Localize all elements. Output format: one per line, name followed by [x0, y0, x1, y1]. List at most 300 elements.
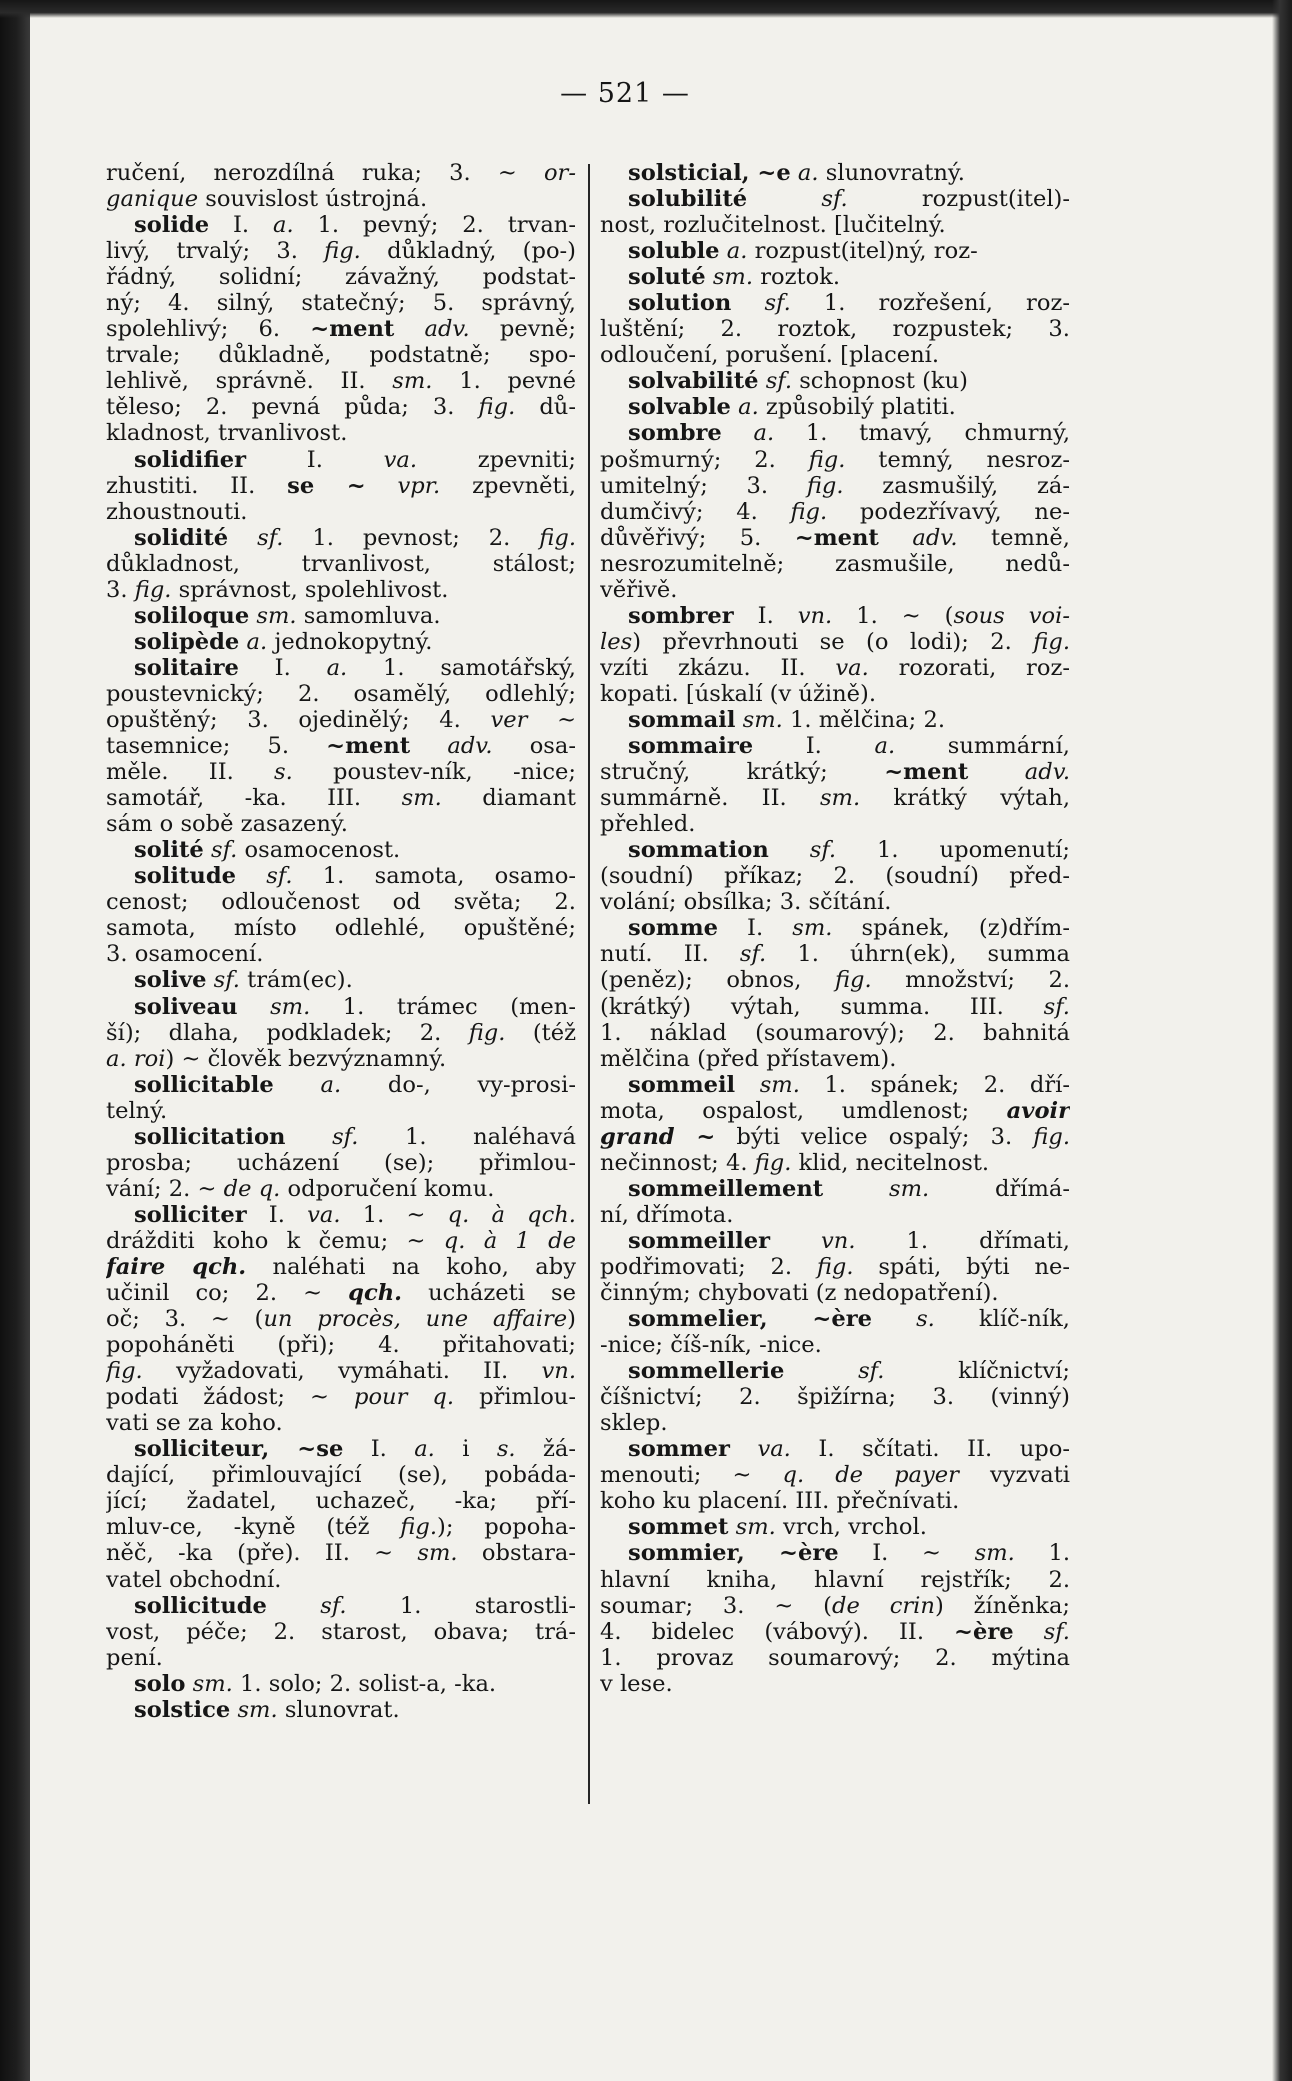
entry-text: prosba; ucházení (se); přimlou-	[106, 1149, 576, 1176]
entry-text: adv.	[912, 524, 958, 551]
entry-text: adv.	[447, 733, 493, 760]
entry-headline	[600, 733, 1070, 759]
entry-text: 1. provaz soumarový; 2. mýtina	[600, 1644, 1070, 1671]
entry-text: osamocenost.	[237, 837, 401, 864]
entry-headline	[106, 837, 576, 863]
entry-text: sám o sobě zasazený.	[106, 811, 348, 838]
entry-line	[106, 941, 576, 967]
entry-line	[106, 1410, 576, 1436]
headword: sollicitable	[134, 1071, 274, 1098]
headword: solidifier	[134, 446, 247, 473]
entry-text: sf.	[266, 863, 293, 890]
entry-text: sm.	[392, 368, 433, 395]
entry-text: pení.	[106, 1644, 163, 1671]
entry-text: sm.	[974, 1540, 1015, 1567]
entry-line	[600, 1020, 1070, 1046]
entry-line	[600, 1124, 1070, 1150]
entry-text: q. de payer	[782, 1462, 959, 1489]
entry-text: rozpust(itel)ný, roz-	[747, 238, 978, 265]
entry-line	[106, 1358, 576, 1384]
headword: soliveau	[134, 993, 238, 1020]
entry-headline	[600, 915, 1070, 941]
entry-text: sf.	[764, 290, 791, 317]
headword: ~ment	[326, 733, 411, 760]
entry-text	[747, 186, 821, 212]
entry-text: temný, nesroz-	[845, 446, 1070, 473]
entry-text	[791, 160, 798, 186]
entry-text: ver ~	[490, 706, 576, 733]
entry-headline	[106, 1436, 576, 1462]
entry-text: 1. starostli-	[346, 1592, 576, 1619]
entry-line	[106, 707, 576, 733]
entry-text: spolehlivý; 6.	[106, 316, 311, 343]
entry-text: vyžadovati, vymáhati. II.	[142, 1358, 542, 1385]
entry-text: slunovrat.	[277, 1696, 400, 1723]
entry-text: krátký výtah,	[860, 785, 1070, 812]
entry-text: číšnictví; 2. špižírna; 3. (vinný)	[600, 1384, 1070, 1411]
entry-text: vatel obchodní.	[106, 1566, 282, 1593]
entry-text: volání; obsílka; 3. sčítání.	[600, 889, 892, 916]
entry-text: soumar; 3. ~ (	[600, 1592, 832, 1619]
entry-text: i	[434, 1436, 497, 1463]
entry-text: roztok.	[753, 264, 841, 291]
entry-line	[600, 681, 1070, 707]
entry-headline	[106, 967, 576, 993]
entry-text: oč; 3. ~ (	[106, 1306, 264, 1333]
entry-text	[394, 316, 424, 342]
left-column	[106, 160, 576, 1723]
entry-text: )	[567, 1306, 576, 1333]
entry-text: 1. rozřešení, roz-	[790, 290, 1070, 317]
entry-line	[600, 1098, 1070, 1124]
entry-text	[730, 1436, 758, 1462]
entry-line	[600, 941, 1070, 967]
entry-text: trám(ec).	[240, 967, 353, 994]
entry-text: I.	[238, 654, 327, 681]
entry-text	[706, 264, 713, 290]
entry-text: vpr.	[397, 472, 441, 499]
entry-text: fig.	[834, 967, 872, 994]
headword: solvabilité	[628, 368, 759, 395]
entry-text: luštění; 2. roztok, rozpustek; 3.	[600, 316, 1070, 343]
entry-text: fig.	[1033, 1123, 1070, 1150]
entry-text: důvěřivý; 5.	[600, 524, 795, 551]
entry-line	[106, 1384, 576, 1410]
entry-text: sous voi-	[953, 602, 1070, 629]
entry-headline	[106, 525, 576, 551]
entry-text	[735, 1072, 760, 1098]
entry-text	[770, 1228, 821, 1254]
entry-text: q. à qch.	[447, 1201, 576, 1228]
entry-line	[106, 915, 576, 941]
entry-text	[285, 1124, 332, 1150]
entry-headline	[106, 1593, 576, 1619]
entry-text: trvale; důkladně, podstatně; spo-	[106, 342, 576, 369]
entry-line	[600, 212, 1070, 238]
entry-text: telný.	[106, 1097, 168, 1124]
entry-line	[106, 394, 576, 420]
entry-text	[769, 837, 810, 863]
entry-text: sf.	[1043, 1618, 1070, 1645]
entry-line	[106, 1514, 576, 1540]
entry-line	[106, 1098, 576, 1124]
entry-text: 1. pevný; 2. trvan-	[293, 212, 576, 239]
headword: solide	[134, 212, 210, 239]
entry-text: sf.	[213, 967, 240, 994]
entry-line	[106, 1150, 576, 1176]
entry-text: fig.	[806, 472, 844, 499]
entry-text: ) převrhnouti se (o lodi); 2.	[632, 628, 1034, 655]
entry-text: sm.	[819, 785, 861, 812]
headword: solidité	[134, 524, 229, 551]
entry-text: dů-	[515, 394, 576, 421]
entry-text: -nice; číš-ník, -nice.	[600, 1332, 822, 1359]
headword: solution	[628, 290, 732, 317]
entry-text: or-	[543, 160, 576, 186]
entry-text: 1. tmavý, chmurný,	[774, 420, 1070, 447]
entry-line	[600, 994, 1070, 1020]
entry-text	[185, 1671, 192, 1697]
entry-line	[106, 1254, 576, 1280]
entry-text: správnost, spolehlivost.	[171, 576, 449, 603]
entry-text: sf.	[1043, 993, 1070, 1020]
entry-line	[106, 551, 576, 577]
entry-text: nečinnost; 4.	[600, 1149, 755, 1176]
entry-line	[106, 473, 576, 499]
entry-line	[106, 1046, 576, 1072]
entry-text: umitelný; 3.	[600, 472, 807, 499]
entry-text: řádný, solidní; závažný, podstat-	[106, 264, 576, 291]
entry-text: a.	[753, 420, 775, 447]
headword: soliloque	[134, 602, 250, 629]
entry-text: va.	[757, 1436, 791, 1463]
entry-headline	[600, 707, 1070, 733]
entry-text	[267, 1593, 320, 1619]
entry-text: sm.	[270, 993, 311, 1020]
entry-text: fig.	[816, 1253, 854, 1280]
entry-text: sf.	[320, 1592, 347, 1619]
entry-text: s.	[916, 1306, 935, 1333]
entry-text: livý, trvalý; 3.	[106, 238, 325, 265]
entry-text: I.	[246, 1201, 308, 1228]
entry-text: (peněz); obnos,	[600, 967, 835, 994]
entry-text: sf.	[739, 941, 767, 968]
entry-text	[206, 967, 213, 993]
entry-text: býti velice ospalý; 3.	[715, 1123, 1034, 1150]
headword: soluté	[628, 264, 706, 291]
entry-text: tasemnice; 5.	[106, 733, 327, 760]
entry-text: summární,	[895, 733, 1070, 760]
entry-text: 1. samota, osamo-	[292, 863, 576, 890]
entry-line	[106, 290, 576, 316]
entry-text: samotář, -ka. III.	[106, 785, 402, 812]
entry-text: fig.	[324, 238, 361, 265]
entry-headline	[600, 1306, 1070, 1332]
entry-text: sm.	[759, 1071, 800, 1098]
entry-text: opuštěný; 3. ojedinělý; 4.	[106, 706, 491, 733]
entry-line	[106, 785, 576, 811]
headword: sombre	[628, 420, 722, 447]
entry-text	[731, 290, 764, 316]
entry-text: grand ~	[600, 1123, 716, 1150]
entry-text: adv.	[1024, 759, 1070, 786]
entry-text: I.	[246, 446, 384, 473]
entry-text: ); popoha-	[437, 1514, 576, 1541]
entry-line	[106, 1462, 576, 1488]
entry-text: souvislost ústrojná.	[198, 186, 428, 213]
headword: solive	[134, 967, 207, 994]
entry-line	[600, 889, 1070, 915]
entry-text: jednokopytný.	[267, 628, 433, 655]
entry-text: koho ku placení. III. přečnívati.	[600, 1488, 960, 1515]
entry-text: a.	[246, 628, 268, 655]
entry-text: měle. II.	[106, 759, 275, 786]
entry-line	[106, 160, 576, 186]
entry-text: fig.	[106, 1358, 143, 1385]
entry-text: přehled.	[600, 811, 696, 838]
entry-text: sm.	[401, 785, 442, 812]
entry-text: vati se za koho.	[106, 1410, 283, 1437]
entry-text: obstara-	[457, 1540, 576, 1567]
entry-line	[106, 1280, 576, 1306]
entry-text: dumčivý; 4.	[600, 498, 791, 525]
entry-text: temně,	[957, 524, 1070, 551]
entry-text: fig.	[808, 446, 846, 473]
entry-line	[600, 1671, 1070, 1697]
entry-headline	[600, 603, 1070, 629]
entry-text: 1. dřímati,	[855, 1227, 1070, 1254]
entry-text	[968, 759, 1024, 785]
entry-text: summárně. II.	[600, 785, 820, 812]
entry-text: sf.	[210, 837, 238, 864]
entry-text: věřivě.	[600, 576, 678, 603]
entry-text: důkladnost, trvanlivost, stálost;	[106, 550, 576, 577]
entry-text: va.	[383, 446, 418, 473]
entry-line	[600, 577, 1070, 603]
entry-text	[274, 1072, 321, 1098]
entry-line	[600, 811, 1070, 837]
entry-text: v lese.	[600, 1670, 673, 1697]
entry-text: 1. upomenutí;	[836, 837, 1070, 864]
headword: ~ment	[884, 759, 969, 786]
entry-text: pevně;	[469, 316, 576, 343]
entry-line	[106, 186, 576, 212]
entry-text: a.	[726, 238, 748, 265]
entry-text: s.	[274, 759, 293, 786]
entry-text	[759, 368, 766, 394]
entry-text: fig.	[790, 498, 828, 525]
entry-line	[106, 238, 576, 264]
entry-text: zpevniti;	[417, 446, 576, 473]
entry-line	[600, 1462, 1070, 1488]
entry-text	[823, 1176, 889, 1202]
headword: solsticial, ~e	[628, 160, 791, 186]
entry-text: I.	[209, 212, 273, 239]
entry-line	[600, 785, 1070, 811]
entry-text: de q.	[223, 1175, 281, 1202]
entry-text: sm.	[417, 1540, 458, 1567]
headword: sommation	[628, 837, 769, 864]
entry-text: I. sčítati. II. upo-	[790, 1436, 1070, 1463]
entry-text: zasmušilý, zá-	[843, 472, 1070, 499]
entry-text: kladnost, trvanlivost.	[106, 420, 348, 447]
entry-text	[728, 1514, 735, 1540]
entry-text: fig.	[468, 1019, 506, 1046]
entry-text: 1. mělčina; 2.	[782, 706, 946, 733]
entry-headline	[106, 655, 576, 681]
entry-line	[600, 1488, 1070, 1514]
entry-text: fig.	[400, 1514, 437, 1541]
entry-text: sf.	[257, 524, 284, 551]
entry-line	[106, 368, 576, 394]
entry-line	[106, 1306, 576, 1332]
entry-line	[600, 967, 1070, 993]
entry-line	[600, 1150, 1070, 1176]
entry-text: fig.	[478, 394, 516, 421]
entry-text: de crin	[832, 1592, 935, 1619]
entry-text: vn.	[797, 602, 833, 629]
entry-text: les	[600, 628, 633, 655]
scan-top-edge	[0, 0, 1292, 18]
entry-text: sklep.	[600, 1410, 668, 1437]
entry-headline	[600, 1228, 1070, 1254]
entry-text: sf.	[821, 186, 848, 213]
entry-text: sf.	[765, 368, 793, 395]
entry-text: způsobilý platiti.	[758, 394, 956, 421]
entry-line	[600, 1645, 1070, 1671]
entry-text: jící; žadatel, uchazeč, -ka; pří-	[106, 1488, 576, 1515]
entry-text: odloučení, porušení. [placení.	[600, 342, 940, 369]
headword: somme	[628, 915, 718, 942]
headword: sommail	[628, 706, 736, 733]
entry-text: sm.	[256, 602, 297, 629]
entry-headline	[600, 1072, 1070, 1098]
entry-text: osa-	[492, 733, 576, 760]
headword: ~ment	[794, 524, 879, 551]
entry-text: a. roi	[106, 1045, 166, 1072]
entry-text: důkladný, (po-)	[360, 238, 576, 265]
entry-headline	[106, 212, 576, 238]
entry-text: I.	[343, 1436, 415, 1463]
entry-headline	[106, 447, 576, 473]
headword: solubilité	[628, 186, 748, 213]
entry-text: naléhati na koho, aby	[246, 1253, 576, 1280]
entry-line	[600, 499, 1070, 525]
entry-text: 1. náklad (soumarový); 2. bahnitá	[600, 1019, 1070, 1046]
headword: solité	[134, 837, 204, 864]
entry-text: menouti; ~	[600, 1462, 783, 1489]
headword: solipède	[134, 628, 240, 655]
entry-text: fig.	[134, 576, 172, 603]
entry-line	[106, 1619, 576, 1645]
entry-line	[600, 1593, 1070, 1619]
entry-text: 1. naléhavá	[358, 1123, 576, 1150]
entry-text: množství; 2.	[871, 967, 1070, 994]
headword: sommer	[628, 1436, 730, 1463]
headword: solitaire	[134, 654, 239, 681]
entry-headline	[600, 1436, 1070, 1462]
entry-line	[106, 733, 576, 759]
headword: sommier, ~ère	[628, 1540, 839, 1567]
scan-right-edge	[1272, 0, 1292, 2081]
entry-text: drážditi koho k čemu; ~	[106, 1227, 444, 1254]
entry-text: sm.	[237, 1696, 278, 1723]
entry-text: podezřívavý, ne-	[827, 498, 1070, 525]
entry-text: 3. osamocení.	[106, 941, 264, 968]
entry-text: podřimovati; 2.	[600, 1253, 817, 1280]
entry-headline	[106, 863, 576, 889]
entry-line	[106, 264, 576, 290]
entry-line	[106, 1228, 576, 1254]
entry-text: hlavní kniha, hlavní rejstřík; 2.	[600, 1566, 1070, 1593]
entry-text: kopati. [úskalí (v úžině).	[600, 680, 877, 707]
entry-text: ší); dlaha, podkladek; 2.	[106, 1019, 469, 1046]
entry-text: lehlivě, správně. II.	[106, 368, 393, 395]
entry-text: vrch, vrchol.	[775, 1514, 927, 1541]
entry-text: spánek, (z)dřím-	[832, 915, 1070, 942]
entry-text: zhoustnouti.	[106, 498, 248, 525]
headword: solliciteur, ~se	[134, 1436, 344, 1463]
entry-text: činným; chybovati (z nedopatření).	[600, 1280, 999, 1307]
entry-line	[106, 681, 576, 707]
entry-text: ganique	[106, 186, 199, 213]
entry-headline	[106, 1072, 576, 1098]
entry-text: (též	[505, 1019, 576, 1046]
entry-text: 1. solo; 2. solist-a, -ka.	[232, 1670, 497, 1697]
entry-text	[722, 420, 754, 446]
entry-text	[784, 1358, 858, 1384]
headword: sommeillement	[628, 1175, 824, 1202]
entry-text: vn.	[821, 1227, 856, 1254]
entry-text	[228, 525, 257, 551]
entry-text: poustevnický; 2. osamělý, odlehlý;	[106, 680, 576, 707]
entry-text: q. à 1 de	[443, 1227, 576, 1254]
entry-text: vost, péče; 2. starost, obava; trá-	[106, 1618, 576, 1645]
entry-text: 4. bidelec (vábový). II.	[600, 1618, 955, 1645]
entry-text: 1. ~	[340, 1201, 448, 1228]
entry-text	[720, 238, 727, 264]
entry-text: 1. ~ (	[832, 602, 954, 629]
entry-text: klíčnictví;	[884, 1358, 1070, 1385]
headword: solitude	[134, 863, 236, 890]
entry-line	[600, 1332, 1070, 1358]
entry-text: se ~	[287, 472, 366, 499]
column-divider	[588, 164, 590, 1804]
entry-text: ucházeti se	[402, 1280, 576, 1307]
entry-text: poustev-ník, -nice;	[292, 759, 576, 786]
entry-text: těleso; 2. pevná půda; 3.	[106, 394, 479, 421]
entry-line	[600, 1567, 1070, 1593]
entry-text: pošmurný; 2.	[600, 446, 809, 473]
entry-text: 1. pevné	[432, 368, 576, 395]
headword: ~ère	[954, 1618, 1014, 1645]
entry-text: něč, -ka (pře). II. ~	[106, 1540, 418, 1567]
entry-line	[106, 342, 576, 368]
entry-line	[600, 525, 1070, 551]
headword: solvable	[628, 394, 731, 421]
headword: sommellerie	[628, 1358, 785, 1385]
entry-text	[239, 629, 246, 655]
entry-line	[106, 811, 576, 837]
entry-text: sf.	[332, 1123, 359, 1150]
entry-text: podati žádost; ~	[106, 1384, 354, 1411]
page-number: — 521 —	[560, 78, 690, 109]
entry-text: mluv-ce, -kyně (též	[106, 1514, 401, 1541]
entry-text: odporučení komu.	[280, 1175, 495, 1202]
entry-text: I. ~	[838, 1540, 975, 1567]
entry-headline	[600, 1358, 1070, 1384]
entry-text: vyzvati	[958, 1462, 1070, 1489]
